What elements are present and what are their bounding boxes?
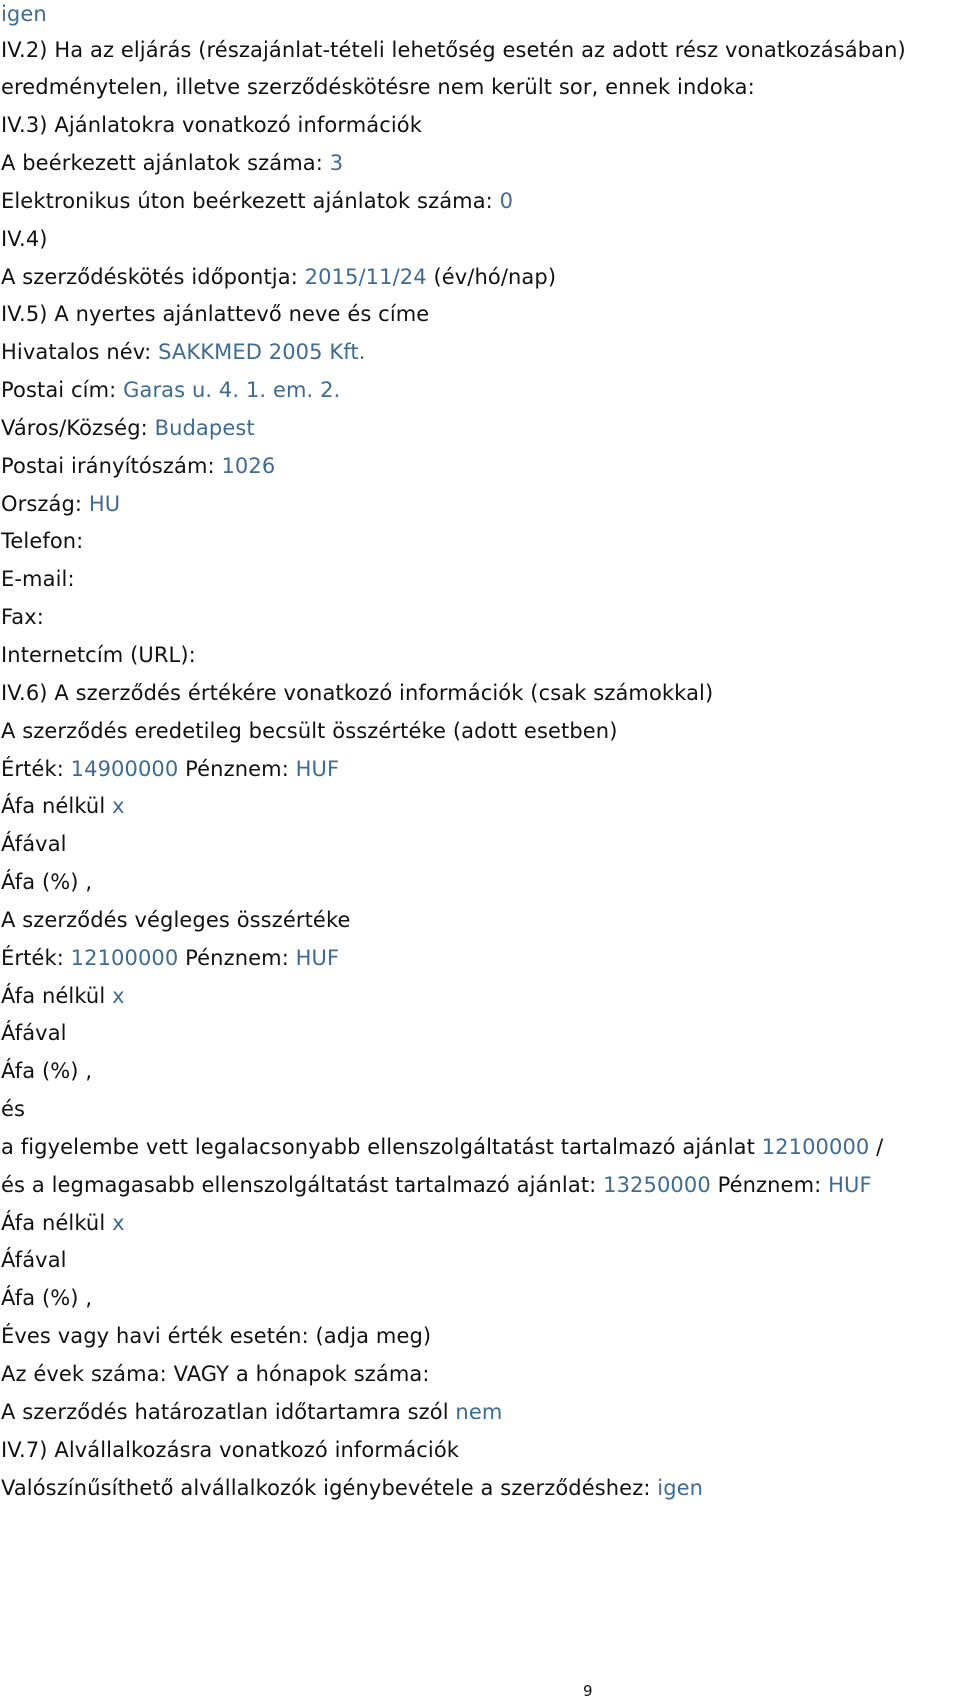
label: Valószínűsíthető alvállalkozók igénybevétele a szerződéshez: (1, 1476, 658, 1500)
label: Érték: (1, 757, 71, 781)
email (1, 565, 75, 593)
value: nem (455, 1400, 503, 1424)
value: 13250000 (603, 1173, 711, 1197)
postal-address (1, 376, 340, 404)
final-value (1, 944, 339, 972)
value: 0 (499, 189, 514, 213)
label: Internetcím (URL): (1, 643, 196, 667)
value: 3 (329, 151, 344, 175)
section-iv5-heading (1, 300, 429, 328)
label: és a legmagasabb ellenszolgáltatást tartalmazó ajánlat: (1, 1173, 604, 1197)
currency-label: Pénznem: (178, 946, 296, 970)
label: Ország: (1, 492, 89, 516)
value: 2015/11/24 (304, 265, 427, 289)
value: 14900000 (70, 757, 179, 781)
suffix: (év/hó/nap) (426, 265, 557, 289)
label: Áfával (1, 1021, 67, 1045)
label: IV.5) A nyertes ajánlattevő neve és címe (1, 302, 430, 326)
value: SAKKMED 2005 Kft. (158, 340, 366, 364)
official-name (1, 338, 365, 366)
label: IV.2) Ha az eljárás (részajánlat-tételi lehetőség esetén az adott rész vonatkozásában) (1, 38, 906, 62)
electronic-offers-count (1, 187, 513, 215)
label: Fax: (1, 605, 44, 629)
label: Áfa (%) , (1, 1059, 93, 1083)
estimated-value-heading (1, 717, 618, 745)
label: Város/Község: (1, 416, 155, 440)
value: Budapest (154, 416, 255, 440)
value: x (112, 1211, 125, 1235)
offers-vat-excluded (1, 1209, 125, 1237)
value: x (112, 984, 125, 1008)
label: A szerződés végleges összértéke (1, 908, 351, 932)
currency-label: Pénznem: (710, 1173, 829, 1197)
phone (1, 527, 83, 555)
label: Elektronikus úton beérkezett ajánlatok száma: (1, 189, 500, 213)
label: Érték: (1, 946, 71, 970)
final-vat-included (1, 1019, 67, 1047)
offers-vat-included (1, 1246, 67, 1274)
currency-label: Pénznem: (178, 757, 296, 781)
contract-date (1, 263, 556, 291)
label: A szerződéskötés időpontja: (1, 265, 305, 289)
label: IV.7) Alvállalkozásra vonatkozó információk (1, 1438, 460, 1462)
conjunction (1, 1095, 25, 1123)
value: HU (88, 492, 121, 516)
final-vat-excluded (1, 982, 125, 1010)
indefinite-duration (1, 1398, 502, 1426)
section-iv6-heading (1, 679, 713, 707)
section-iv7-heading (1, 1436, 459, 1464)
label: Az évek száma: VAGY a hónapok száma: (1, 1362, 430, 1386)
label: Áfa (%) , (1, 1286, 93, 1310)
currency-value: HUF (828, 1173, 872, 1197)
value: igen (657, 1476, 704, 1500)
estimated-vat-rate (1, 868, 92, 896)
label: Telefon: (1, 529, 84, 553)
section-iv2-text (1, 73, 755, 101)
postal-code (1, 452, 275, 480)
lowest-offer (1, 1133, 883, 1161)
label: IV.6) A szerződés értékére vonatkozó információk (csak számokkal) (1, 681, 714, 705)
label: eredménytelen, illetve szerződéskötésre nem került sor, ennek indoka: (1, 75, 755, 99)
label: Áfa (%) , (1, 870, 93, 894)
value: 12100000 (761, 1135, 870, 1159)
label: és (1, 1097, 26, 1121)
country (1, 490, 120, 518)
label: a figyelembe vett legalacsonyabb ellenszolgáltatást tartalmazó ajánlat (1, 1135, 762, 1159)
estimated-vat-included (1, 830, 67, 858)
label: Áfával (1, 1248, 67, 1272)
section-iv3-heading (1, 111, 422, 139)
value: igen (1, 2, 47, 26)
l00 (1, 0, 47, 28)
label: IV.4) (1, 227, 48, 251)
label: Hivatalos név: (1, 340, 159, 364)
offers-count (1, 149, 343, 177)
value: x (112, 794, 125, 818)
fax (1, 603, 44, 631)
website (1, 641, 196, 669)
label: Éves vagy havi érték esetén: (adja meg) (1, 1324, 432, 1348)
city (1, 414, 255, 442)
subcontractors (1, 1474, 703, 1502)
value: 1026 (221, 454, 276, 478)
label: Áfa nélkül (1, 1211, 113, 1235)
value: 12100000 (70, 946, 179, 970)
value: Garas u. 4. 1. em. 2. (123, 378, 341, 402)
label: A szerződés eredetileg becsült összértéke (adott esetben) (1, 719, 618, 743)
page-number: 9 (583, 1682, 593, 1700)
currency-value: HUF (295, 946, 340, 970)
estimated-vat-excluded (1, 792, 125, 820)
label: A beérkezett ajánlatok száma: (1, 151, 330, 175)
annual-monthly-value (1, 1322, 431, 1350)
suffix: / (869, 1135, 884, 1159)
section-iv4-heading (1, 225, 48, 253)
final-vat-rate (1, 1057, 92, 1085)
section-iv2-heading (1, 36, 906, 64)
label: IV.3) Ajánlatokra vonatkozó információk (1, 113, 423, 137)
highest-offer (1, 1171, 872, 1199)
final-value-heading (1, 906, 351, 934)
label: Postai cím: (1, 378, 124, 402)
label: A szerződés határozatlan időtartamra szól (1, 1400, 456, 1424)
offers-vat-rate (1, 1284, 92, 1312)
label: Áfa nélkül (1, 984, 113, 1008)
label: E-mail: (1, 567, 75, 591)
label: Postai irányítószám: (1, 454, 222, 478)
currency-value: HUF (295, 757, 340, 781)
years-or-months (1, 1360, 430, 1388)
estimated-value (1, 755, 339, 783)
label: Áfával (1, 832, 67, 856)
label: Áfa nélkül (1, 794, 113, 818)
